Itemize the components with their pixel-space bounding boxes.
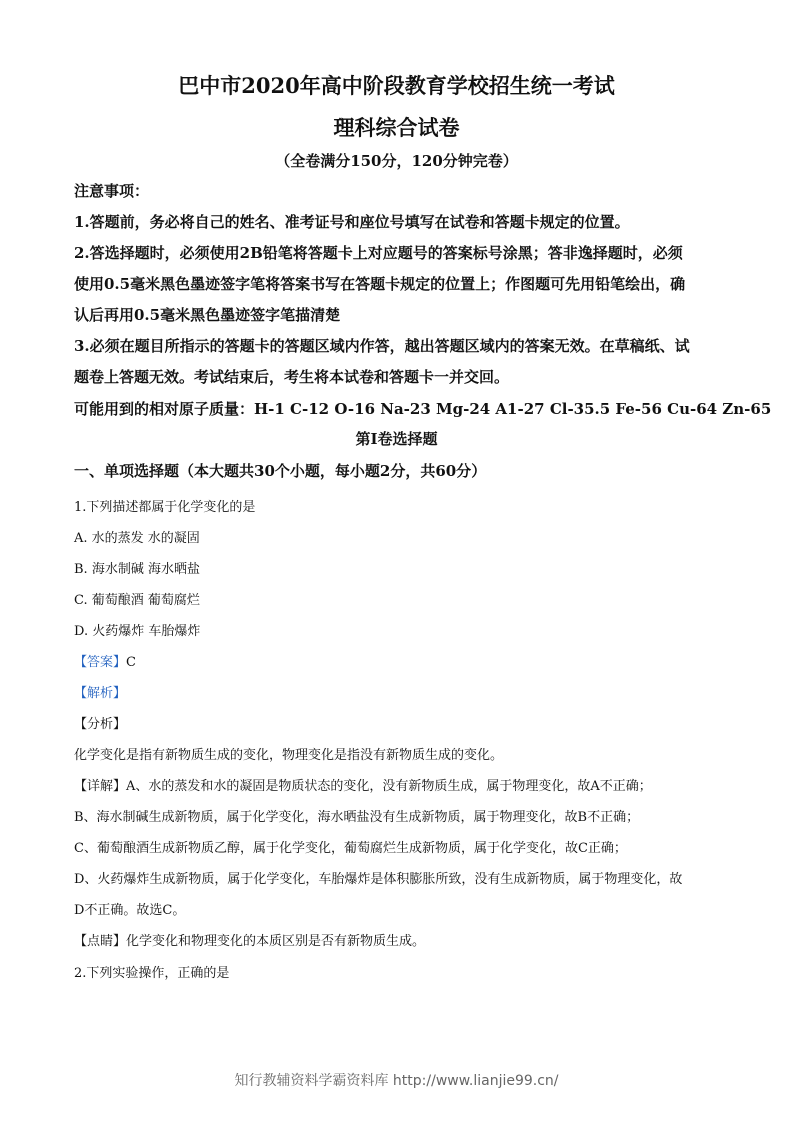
exam-subtitle: 理科综合试卷 bbox=[333, 115, 460, 140]
atomic-masses: 可能用到的相对原子质量：H-1 C-12 O-16 Na-23 Mg-24 A1-27 Cl-35.5 Fe-56 Cu-64 Zn-65 bbox=[74, 400, 772, 418]
q2-stem: 2.下列实验操作，正确的是 bbox=[74, 966, 230, 981]
q1-detail-1: 【详解】A、水的蒸发和水的凝固是物质状态的变化，没有新物质生成，属于物理变化，故A不正确； bbox=[74, 779, 652, 794]
note-2-line-3: 认后再用0.5毫米黑色墨迹签字笔描清楚 bbox=[74, 306, 341, 324]
note-3-line-2: 题卷上答题无效。考试结束后，考生将本试卷和答题卡一并交回。 bbox=[74, 368, 510, 386]
q1-option-a: A. 水的蒸发 水的凝固 bbox=[74, 531, 200, 546]
q1-detail-4-line-1: D、火药爆炸生成新物质，属于化学变化，车胎爆炸是体积膨胀所致，没有生成新物质，属于物理变化，故 bbox=[74, 872, 683, 887]
exam-title: 巴中市2020年高中阶段教育学校招生统一考试 bbox=[178, 73, 615, 98]
note-3-line-1: 3.必须在题目所指示的答题卡的答题区域内作答，越出答题区域内的答案无效。在草稿纸、试 bbox=[74, 337, 690, 355]
q1-option-c: C. 葡萄酿酒 葡萄腐烂 bbox=[74, 593, 200, 608]
section-heading: 一、单项选择题（本大题共30个小题，每小题2分，共60分） bbox=[74, 462, 487, 480]
q1-detail-2: B、海水制碱生成新物质，属于化学变化，海水晒盐没有生成新物质，属于物理变化，故B不正确； bbox=[74, 810, 640, 825]
q1-fenxi-tag: 【分析】 bbox=[74, 717, 127, 732]
answer-tag: 【答案】 bbox=[74, 655, 127, 670]
answer-value: C bbox=[126, 655, 136, 670]
note-2-line-2: 使用0.5毫米黑色墨迹签字笔将答案书写在答题卡规定的位置上；作图题可先用铅笔绘出，确 bbox=[74, 275, 686, 293]
q1-detail-3: C、葡萄酿酒生成新物质乙醇，属于化学变化，葡萄腐烂生成新物质，属于化学变化，故C正确； bbox=[74, 841, 627, 856]
q1-jiexi-tag: 【解析】 bbox=[74, 686, 127, 701]
exam-meta: （全卷满分150分，120分钟完卷） bbox=[275, 152, 518, 170]
q1-detail-4-line-2: D不正确。故选C。 bbox=[74, 903, 186, 918]
q1-answer bbox=[74, 651, 724, 670]
q1-stem: 1.下列描述都属于化学变化的是 bbox=[74, 500, 256, 515]
q1-dianjing: 【点睛】化学变化和物理变化的本质区别是否有新物质生成。 bbox=[74, 934, 426, 949]
q1-option-d: D. 火药爆炸 车胎爆炸 bbox=[74, 624, 201, 639]
q1-fenxi-text: 化学变化是指有新物质生成的变化，物理变化是指没有新物质生成的变化。 bbox=[74, 748, 504, 763]
note-1: 1.答题前，务必将自己的姓名、准考证号和座位号填写在试卷和答题卡规定的位置。 bbox=[74, 213, 630, 231]
q1-option-b: B. 海水制碱 海水晒盐 bbox=[74, 562, 200, 577]
part-title: 第Ⅰ卷选择题 bbox=[355, 430, 438, 448]
note-2-line-1: 2.答选择题时，必须使用2B铅笔将答题卡上对应题号的答案标号涂黑；答非逸择题时，必须 bbox=[74, 244, 683, 262]
footer-watermark: 知行教辅资料学霸资料库 http://www.lianjie99.cn/ bbox=[234, 1073, 559, 1089]
notes-heading: 注意事项： bbox=[74, 182, 150, 200]
